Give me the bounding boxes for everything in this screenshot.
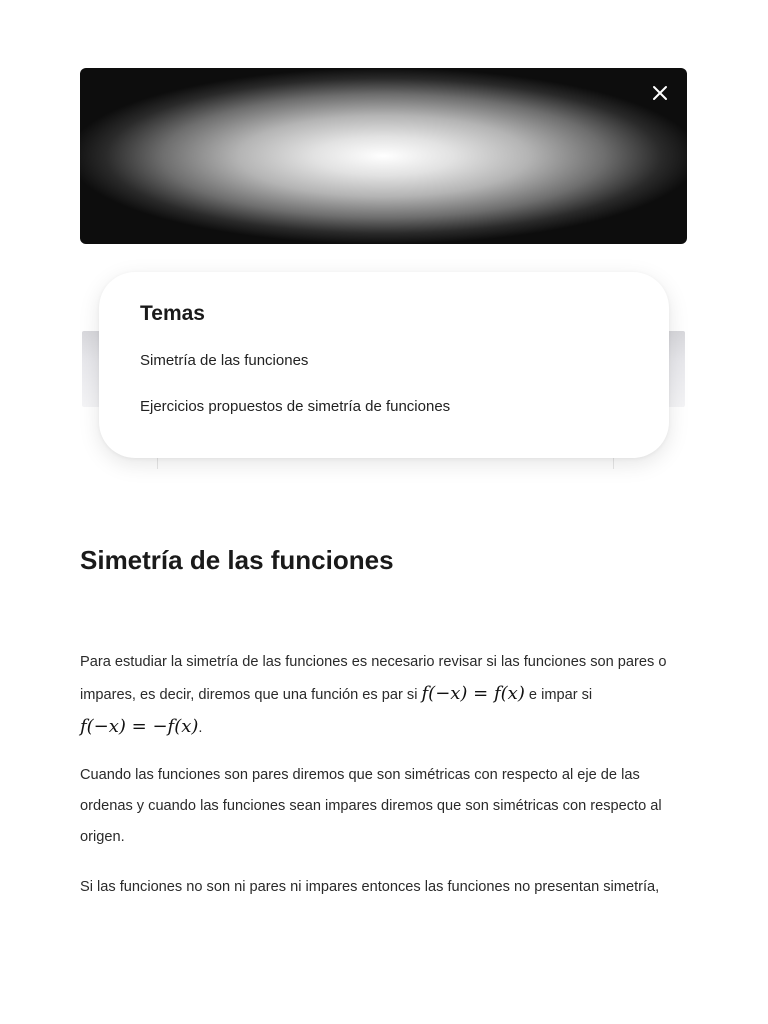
hero-banner	[80, 68, 687, 244]
topic-link-ejercicios[interactable]: Ejercicios propuestos de simetría de funciones	[140, 398, 451, 415]
paragraph-text: Para estudiar la simetría de las funciones es necesario revisar si las funciones son pares o impares, es decir, diremos que una función es par si	[80, 654, 667, 703]
close-icon	[652, 85, 668, 101]
odd-function-formula: f(−x) = −f(x)	[80, 716, 199, 737]
paragraph-parity	[80, 647, 690, 744]
close-button[interactable]	[645, 78, 675, 108]
paragraph-symmetry: Cuando las funciones son pares diremos que son simétricas con respecto al eje de las ordenas y cuando las funciones sean impares diremos que son simétricas con respecto al origen.	[80, 767, 662, 845]
topics-title: Temas	[140, 302, 205, 325]
paragraph-no-symmetry: Si las funciones no son ni pares ni impares entonces las funciones no presentan simetría,	[80, 879, 660, 895]
paragraph-text: .	[198, 720, 203, 736]
paragraph-text: e impar si	[528, 687, 593, 703]
topic-link-simetria[interactable]: Simetría de las funciones	[140, 352, 309, 369]
topics-card	[99, 272, 669, 458]
even-function-formula: f(−x) = f(x)	[421, 683, 525, 704]
section-heading: Simetría de las funciones	[80, 545, 394, 575]
